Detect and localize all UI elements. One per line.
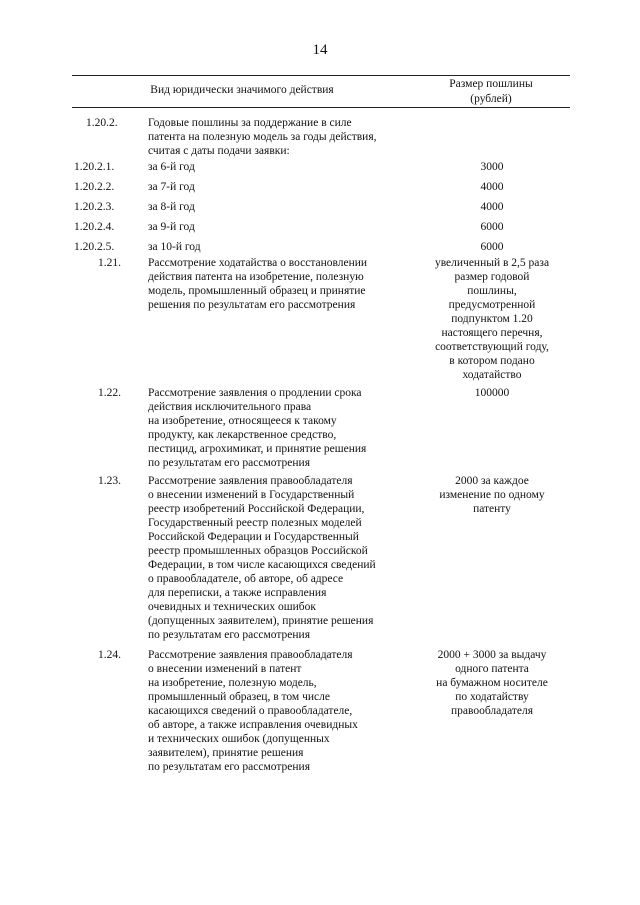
row-code: 1.24. — [98, 649, 121, 661]
table-row — [72, 116, 570, 158]
row-fee: 6000 — [480, 241, 504, 253]
row-description: Рассмотрение заявления правообладателя о внесении изменений в патент на изобретение, полезную модель, промышленный образец, в том числе касающихся сведений о правообладателе, об авторе, а также исправления очевидных и технических ошибок (допущенных заявителем), принятие решения по результатам его рассмотрения — [148, 649, 358, 773]
column-header-action: Вид юридически значимого действия — [150, 84, 334, 96]
row-code: 1.22. — [98, 387, 121, 399]
row-code: 1.20.2. — [86, 117, 118, 129]
table-row — [72, 180, 570, 200]
table-row — [72, 160, 570, 180]
page-number: 14 — [312, 42, 328, 58]
row-description: за 7-й год — [148, 181, 195, 193]
table-top-rule — [72, 75, 570, 76]
row-fee: 4000 — [480, 181, 504, 193]
row-description: Рассмотрение заявления о продлении срока действия исключительного права на изобретение, относящееся к такому продукту, как лекарственное средство, пестицид, агрохимикат, и принятие решения по результатам его рассмотрения — [148, 387, 367, 469]
row-fee: 6000 — [480, 221, 504, 233]
row-code: 1.20.2.1. — [74, 161, 115, 173]
row-code: 1.20.2.3. — [74, 201, 115, 213]
table-row — [72, 240, 570, 256]
row-description: Годовые пошлины за поддержание в силе патента на полезную модель за годы действия, считая с даты подачи заявки: — [148, 117, 377, 157]
column-header-fee: Размер пошлины (рублей) — [449, 78, 533, 105]
row-description: Рассмотрение заявления правообладателя о внесении изменений в Государственный реестр изобретений Российской Федерации, Государственный реестр полезных моделей Российской Федерации и Государственный реестр промышленных образцов Российской Федерации, в том числе касающихся сведений о правообладателе, об авторе, об адресе для переписки, а также исправления очевидных и технических ошибок (допущенных заявителем), принятие решения по результатам его рассмотрения — [148, 475, 376, 641]
fee-table-body — [72, 116, 570, 780]
row-description: Рассмотрение ходатайства о восстановлении действия патента на изобретение, полезную модель, промышленный образец и принятие решения по результатам его рассмотрения — [148, 257, 368, 311]
row-description: за 6-й год — [148, 161, 195, 173]
table-row — [72, 386, 570, 470]
row-fee: 2000 + 3000 за выдачу одного патента на бумажном носителе по ходатайству правообладателя — [436, 649, 548, 717]
row-description: за 8-й год — [148, 201, 195, 213]
table-row — [72, 474, 570, 642]
row-fee: 4000 — [480, 201, 504, 213]
row-fee: 100000 — [474, 387, 510, 399]
row-fee: 3000 — [480, 161, 504, 173]
row-fee — [414, 116, 570, 158]
row-code: 1.20.2.2. — [74, 181, 115, 193]
row-fee: увеличенный в 2,5 раза размер годовой пошлины, предусмотренной подпунктом 1.20 настоящего перечня, соответствующий году, в котором подано ходатайство — [434, 257, 550, 381]
row-code: 1.20.2.5. — [74, 241, 115, 253]
row-code: 1.20.2.4. — [74, 221, 115, 233]
row-description: за 10-й год — [148, 241, 201, 253]
row-fee: 2000 за каждое изменение по одному патенту — [439, 475, 545, 515]
table-header-rule — [72, 107, 570, 108]
row-code: 1.21. — [98, 257, 121, 269]
row-description: за 9-й год — [148, 221, 195, 233]
row-code: 1.23. — [98, 475, 121, 487]
table-row — [72, 220, 570, 240]
table-row — [72, 648, 570, 774]
table-row — [72, 256, 570, 382]
table-row — [72, 200, 570, 220]
